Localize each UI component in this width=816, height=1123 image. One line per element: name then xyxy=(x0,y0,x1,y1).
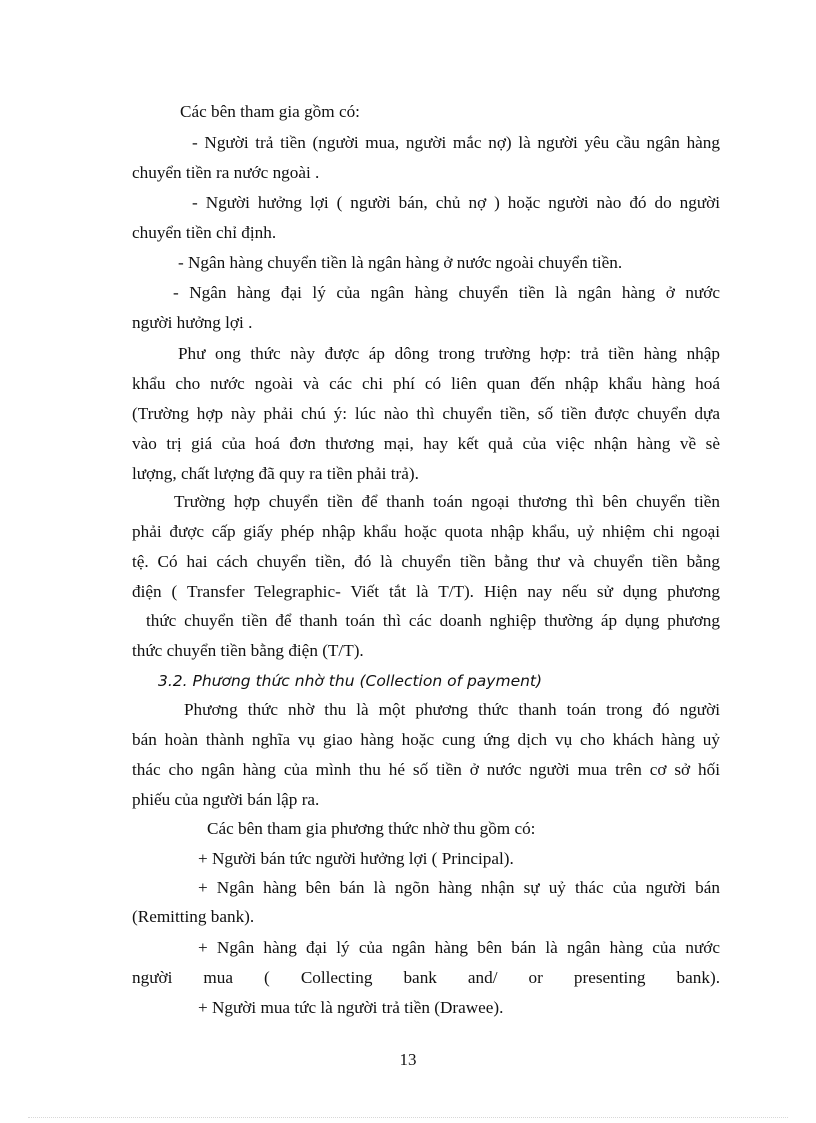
text-line: lượng, chất lượng đã quy ra tiền phải trả). xyxy=(132,464,419,483)
text-line: (Remitting bank). xyxy=(132,907,255,926)
text-line: - Người hưởng lợi ( người bán, chủ nợ ) hoặc người nào đó do người xyxy=(192,193,720,212)
text-line: Phư ong thức này được áp dông trong trường hợp: trả tiền hàng nhập xyxy=(178,344,720,363)
text-line: chuyển tiền chỉ định. xyxy=(132,223,277,242)
text-line: - Ngân hàng đại lý của ngân hàng chuyển tiền là ngân hàng ở nước xyxy=(173,283,720,302)
text-line: Phương thức nhờ thu là một phương thức thanh toán trong đó người xyxy=(184,700,720,719)
text-line: Các bên tham gia phương thức nhờ thu gồm có: xyxy=(207,819,536,838)
text-line: - Ngân hàng chuyển tiền là ngân hàng ở nước ngoài chuyển tiền. xyxy=(178,253,623,272)
list-item: + Người mua tức là người trả tiền (Drawee). xyxy=(198,998,504,1017)
text-line: (Trường hợp này phải chú ý: lúc nào thì chuyển tiền, số tiền được chuyển dựa xyxy=(132,404,720,423)
text-line: thác cho ngân hàng của mình thu hé số tiền ở nước người mua trên cơ sở hối xyxy=(132,760,720,779)
text-line: - Người trả tiền (người mua, người mắc nợ) là người yêu cầu ngân hàng xyxy=(192,133,720,152)
text-line: thức chuyển tiền để thanh toán thì các doanh nghiệp thường áp dụng phương xyxy=(146,611,720,630)
text-line: tệ. Có hai cách chuyển tiền, đó là chuyển tiền bằng thư và chuyển tiền bằng xyxy=(132,552,720,571)
text-line: phiếu của người bán lập ra. xyxy=(132,790,320,809)
text-line: chuyển tiền ra nước ngoài . xyxy=(132,163,320,182)
footer-divider xyxy=(28,1117,788,1118)
text-line: người mua ( Collecting bank and/ or presenting bank). xyxy=(132,968,720,987)
text-line: bán hoàn thành nghĩa vụ giao hàng hoặc cung ứng dịch vụ cho khách hàng uỷ xyxy=(132,730,720,749)
list-item: + Người bán tức người hưởng lợi ( Principal). xyxy=(198,849,514,868)
text-line: phải được cấp giấy phép nhập khẩu hoặc quota nhập khẩu, uỷ nhiệm chi ngoại xyxy=(132,522,720,541)
list-item: + Ngân hàng bên bán là ngõn hàng nhận sự uỷ thác của người bán xyxy=(198,878,720,897)
text-line: Các bên tham gia gồm có: xyxy=(180,102,360,121)
text-line: Trường hợp chuyển tiền để thanh toán ngoại thương thì bên chuyển tiền xyxy=(174,492,720,511)
text-line: người hưởng lợi . xyxy=(132,313,253,332)
text-line: điện ( Transfer Telegraphic- Viết tắt là T/T). Hiện nay nếu sử dụng phương xyxy=(132,582,720,601)
page-number: 13 xyxy=(399,1050,417,1069)
text-line: vào trị giá của hoá đơn thương mại, hay kết quả của việc nhận hàng về sè xyxy=(132,434,720,453)
list-item: + Ngân hàng đại lý của ngân hàng bên bán là ngân hàng của nước xyxy=(198,938,720,957)
text-line: thức chuyển tiền bằng điện (T/T). xyxy=(132,641,364,660)
text-line: khẩu cho nước ngoài và các chi phí có liên quan đến nhập khẩu hàng hoá xyxy=(132,374,720,393)
section-heading: 3.2. Phương thức nhờ thu (Collection of payment) xyxy=(158,672,543,690)
